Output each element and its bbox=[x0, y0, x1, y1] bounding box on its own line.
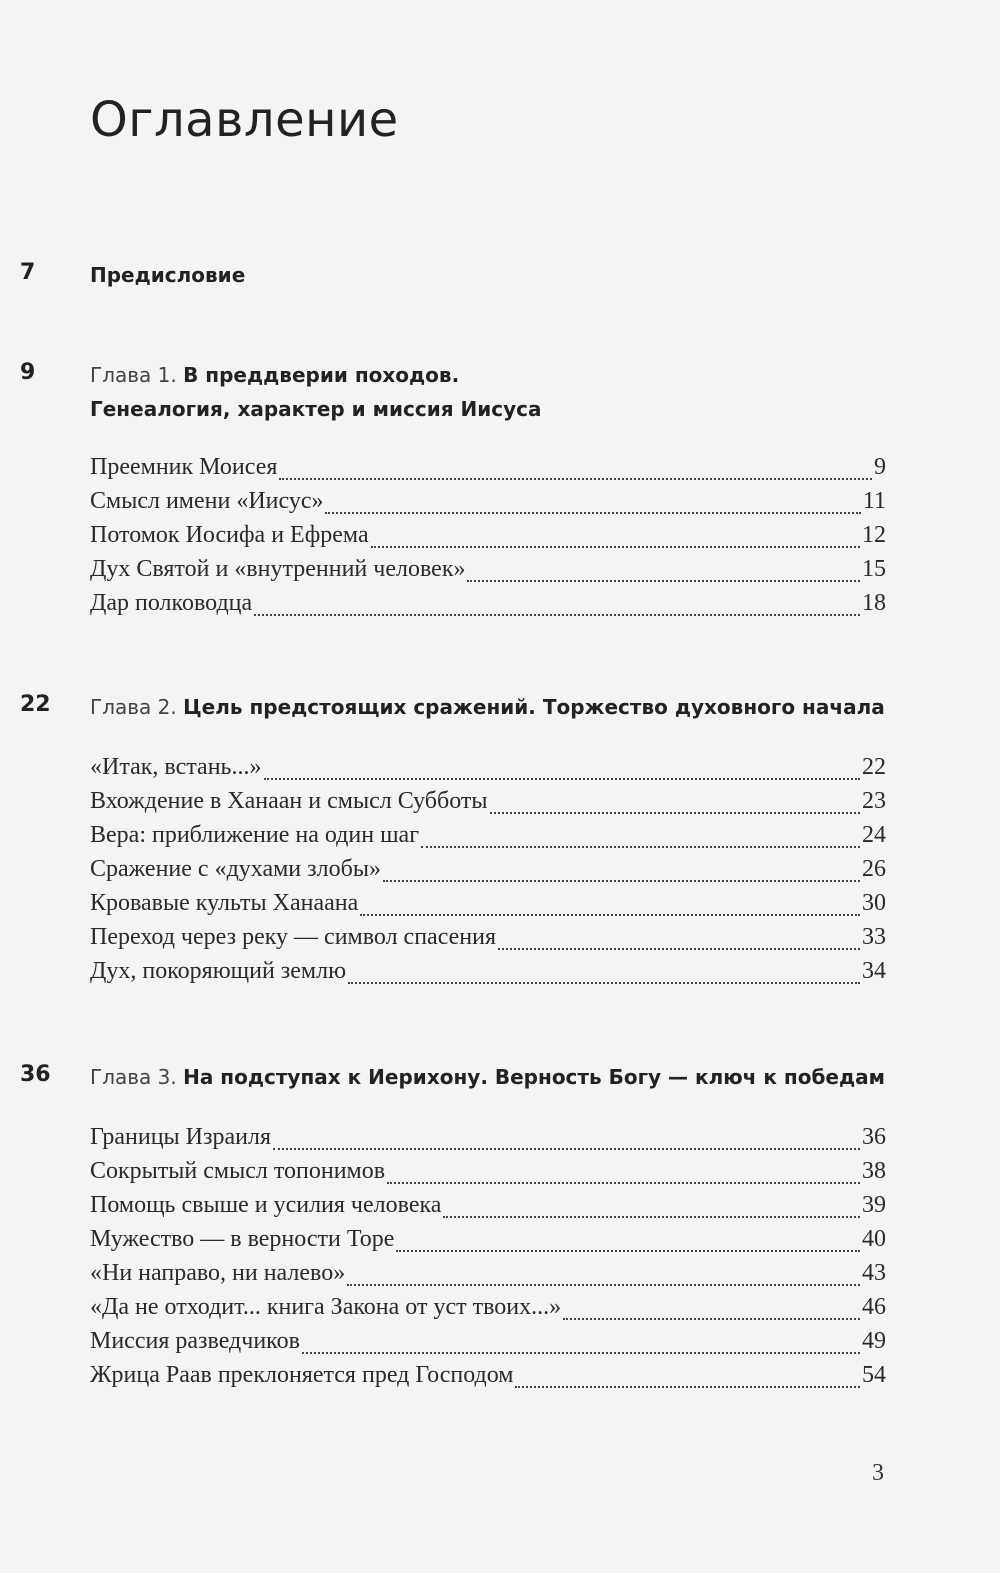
entry-title: Помощь свыше и усилия человека bbox=[90, 1192, 442, 1218]
dot-leader bbox=[302, 1351, 860, 1354]
toc-entry[interactable] bbox=[90, 754, 886, 788]
dot-leader bbox=[325, 511, 860, 514]
entry-title: Жрица Раав преклоняется пред Господом bbox=[90, 1362, 514, 1388]
toc-entry[interactable] bbox=[90, 924, 886, 958]
entry-page: 38 bbox=[862, 1158, 886, 1184]
entry-title: Смысл имени «Иисус» bbox=[90, 488, 324, 514]
section-heading bbox=[90, 1060, 890, 1094]
section-page-number: 36 bbox=[20, 1062, 51, 1087]
dot-leader bbox=[490, 811, 860, 814]
toc-entry[interactable] bbox=[90, 522, 886, 556]
entry-page: 46 bbox=[862, 1294, 886, 1320]
dot-leader bbox=[347, 1283, 860, 1286]
section-page-number: 7 bbox=[20, 260, 36, 285]
entry-title: Миссия разведчиков bbox=[90, 1328, 300, 1354]
chapter-prefix: Глава 2. bbox=[90, 695, 177, 719]
entry-page: 15 bbox=[862, 556, 886, 582]
entry-page: 18 bbox=[862, 590, 886, 616]
dot-leader bbox=[467, 579, 860, 582]
toc-entry[interactable] bbox=[90, 788, 886, 822]
toc-entry[interactable] bbox=[90, 1158, 886, 1192]
toc-entry[interactable] bbox=[90, 556, 886, 590]
toc-entry[interactable] bbox=[90, 856, 886, 890]
chapter-prefix: Глава 1. bbox=[90, 363, 177, 387]
entry-title: Вхождение в Ханаан и смысл Субботы bbox=[90, 788, 488, 814]
entry-page: 33 bbox=[862, 924, 886, 950]
entry-page: 22 bbox=[862, 754, 886, 780]
entry-title: Потомок Иосифа и Ефрема bbox=[90, 522, 369, 548]
entry-title: «Ни направо, ни налево» bbox=[90, 1260, 346, 1286]
dot-leader bbox=[254, 613, 860, 616]
dot-leader bbox=[443, 1215, 860, 1218]
entry-title: Границы Израиля bbox=[90, 1124, 271, 1150]
entry-title: «Итак, встань...» bbox=[90, 754, 262, 780]
entry-page: 23 bbox=[862, 788, 886, 814]
entry-page: 11 bbox=[862, 488, 886, 514]
dot-leader bbox=[421, 845, 860, 848]
entry-page: 24 bbox=[862, 822, 886, 848]
toc-entry[interactable] bbox=[90, 1192, 886, 1226]
entry-page: 12 bbox=[862, 522, 886, 548]
dot-leader bbox=[273, 1147, 860, 1150]
entry-title: Дух Святой и «внутренний человек» bbox=[90, 556, 466, 582]
toc-entry[interactable] bbox=[90, 590, 886, 624]
toc-entry[interactable] bbox=[90, 1362, 886, 1396]
dot-leader bbox=[371, 545, 860, 548]
dot-leader bbox=[360, 913, 860, 916]
toc-entry[interactable] bbox=[90, 1294, 886, 1328]
section-title: В преддверии походов. bbox=[183, 363, 460, 387]
entry-title: Дух, покоряющий землю bbox=[90, 958, 347, 984]
dot-leader bbox=[387, 1181, 860, 1184]
entry-title: Кровавые культы Ханаана bbox=[90, 890, 359, 916]
section-title-line-2: Генеалогия, характер и миссия Иисуса bbox=[90, 397, 542, 421]
section-heading bbox=[90, 358, 890, 426]
entry-title: Сражение с «духами злобы» bbox=[90, 856, 381, 882]
entry-list bbox=[90, 1124, 886, 1396]
entry-title: Дар полководца bbox=[90, 590, 253, 616]
page-title: Оглавление bbox=[90, 92, 399, 148]
toc-entry[interactable] bbox=[90, 488, 886, 522]
section-title: Предисловие bbox=[90, 263, 246, 287]
entry-title: Вера: приближение на один шаг bbox=[90, 822, 420, 848]
dot-leader bbox=[383, 879, 860, 882]
entry-title: «Да не отходит... книга Закона от уст твоих...» bbox=[90, 1294, 562, 1320]
toc-entry[interactable] bbox=[90, 890, 886, 924]
toc-entry[interactable] bbox=[90, 1124, 886, 1158]
entry-page: 43 bbox=[862, 1260, 886, 1286]
dot-leader bbox=[396, 1249, 860, 1252]
entry-page: 39 bbox=[862, 1192, 886, 1218]
toc-entry[interactable] bbox=[90, 958, 886, 992]
dot-leader bbox=[348, 981, 860, 984]
entry-page: 34 bbox=[862, 958, 886, 984]
toc-entry[interactable] bbox=[90, 1226, 886, 1260]
section-title: Цель предстоящих сражений. Торжество духовного начала bbox=[183, 695, 885, 719]
entry-list bbox=[90, 754, 886, 992]
dot-leader bbox=[498, 947, 860, 950]
entry-title: Сокрытый смысл топонимов bbox=[90, 1158, 386, 1184]
entry-title: Мужество — в верности Торе bbox=[90, 1226, 395, 1252]
section-page-number: 22 bbox=[20, 692, 51, 717]
toc-entry[interactable] bbox=[90, 1260, 886, 1294]
dot-leader bbox=[264, 777, 861, 780]
entry-page: 30 bbox=[862, 890, 886, 916]
toc-entry[interactable] bbox=[90, 1328, 886, 1362]
entry-title: Преемник Моисея bbox=[90, 454, 278, 480]
page-folio: 3 bbox=[872, 1460, 884, 1486]
section-title: На подступах к Иерихону. Верность Богу — ключ к победам bbox=[183, 1065, 885, 1089]
chapter-prefix: Глава 3. bbox=[90, 1065, 177, 1089]
section-page-number: 9 bbox=[20, 360, 36, 385]
entry-page: 54 bbox=[862, 1362, 886, 1388]
dot-leader bbox=[515, 1385, 860, 1388]
entry-list bbox=[90, 454, 886, 624]
entry-page: 40 bbox=[862, 1226, 886, 1252]
dot-leader bbox=[563, 1317, 860, 1320]
toc-entry[interactable] bbox=[90, 822, 886, 856]
entry-page: 49 bbox=[862, 1328, 886, 1354]
entry-page: 36 bbox=[862, 1124, 886, 1150]
section-heading bbox=[90, 690, 890, 724]
dot-leader bbox=[279, 477, 872, 480]
toc-entry[interactable] bbox=[90, 454, 886, 488]
section-heading bbox=[90, 258, 890, 292]
entry-title: Переход через реку — символ спасения bbox=[90, 924, 497, 950]
entry-page: 26 bbox=[862, 856, 886, 882]
entry-page: 9 bbox=[874, 454, 886, 480]
